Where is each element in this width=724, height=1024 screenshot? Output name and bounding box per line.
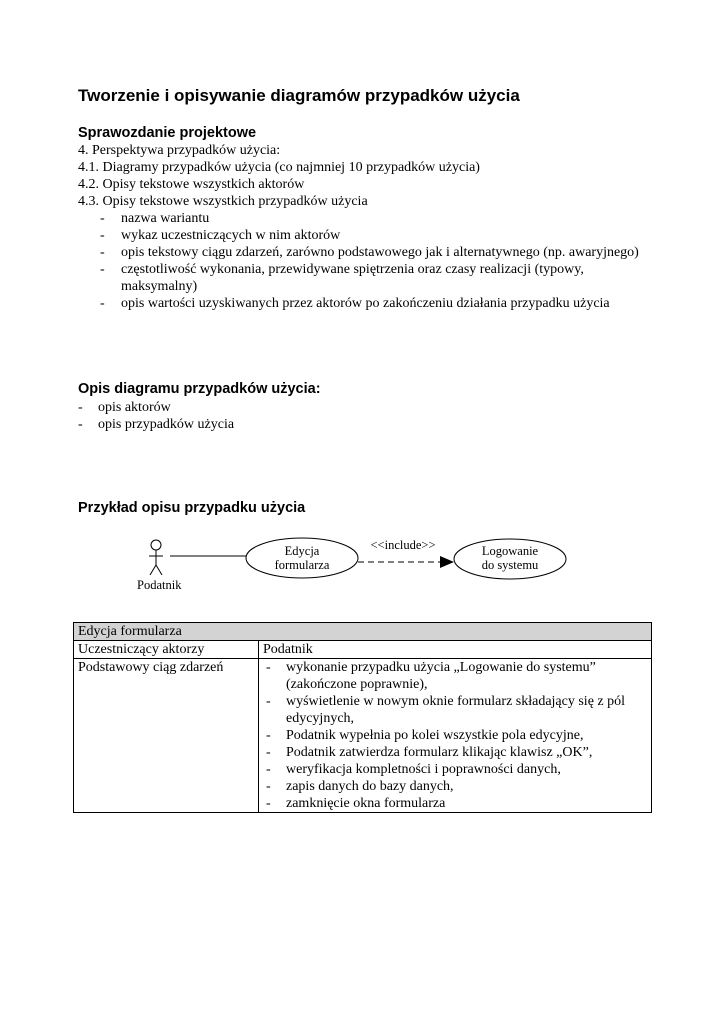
report-line: 4. Perspektywa przypadków użycia: [78,143,281,158]
list-item: - częstotliwość wykonania, przewidywane spiętrzenia oraz czasy realizacji (typowy, maksymalny) [100,262,584,294]
list-item: - nazwa wariantu [100,211,210,226]
list-item: - Podatnik zatwierdza formularz klikając klawisz „OK”, [266,745,593,760]
usecase-logowanie-label-2: do systemu [481,558,539,572]
steps-list [263,659,647,812]
example-heading: Przykład opisu przypadku użycia [78,500,306,516]
table-title-cell: Edycja formularza [74,623,652,641]
report-section [78,142,661,312]
diagram-desc-heading: Opis diagramu przypadków użycia: [78,381,321,397]
diagram-desc-section [78,399,234,433]
list-item: - zapis danych do bazy danych, [266,779,454,794]
list-item: - wykonanie przypadku użycia „Logowanie do systemu” (zakończone poprawnie), [266,660,596,692]
page-title: Tworzenie i opisywanie diagramów przypadków użycia [78,86,520,105]
usecase-logowanie-label-1: Logowanie [481,544,539,558]
list-item: - opis tekstowy ciągu zdarzeń, zarówno podstawowego jak i alternatywnego (np. awaryjnego) [100,245,639,260]
report-line: 4.2. Opisy tekstowe wszystkich aktorów [78,177,305,192]
use-case-diagram [130,535,600,595]
report-heading: Sprawozdanie projektowe [78,125,257,141]
list-item: - wyświetlenie w nowym oknie formularz składający się z pól edycyjnych, [266,694,626,726]
diagram-desc-list [78,399,234,433]
include-arrowhead [440,556,454,568]
list-item: - zamknięcie okna formularza [266,796,446,811]
actor-label: Podatnik [137,578,182,592]
actor-stick-figure [149,540,163,575]
list-item: - Podatnik wypełnia po kolei wszystkie pola edycyjne, [266,728,584,743]
list-item: - opis przypadków użycia [78,417,235,432]
report-line: 4.1. Diagramy przypadków użycia (co najmniej 10 przypadków użycia) [78,160,480,175]
table-row [74,659,652,813]
table-row [74,641,652,659]
table-cell-label: Podstawowy ciąg zdarzeń [74,659,259,813]
include-label: <<include>> [370,538,436,552]
list-item: - weryfikacja kompletności i poprawności danych, [266,762,561,777]
list-item: - opis wartości uzyskiwanych przez aktorów po zakończeniu działania przypadku użycia [100,296,610,311]
list-item: - wykaz uczestniczących w nim aktorów [100,228,341,243]
report-line: 4.3. Opisy tekstowe wszystkich przypadków użycia [78,194,368,209]
table-cell-steps [259,659,652,813]
usecase-edycja-label-1: Edycja [284,544,320,558]
list-item: - opis aktorów [78,400,171,415]
table-cell-value: Podatnik [259,641,652,659]
table-row [74,623,652,641]
report-sublist [78,210,661,312]
use-case-table [73,622,652,813]
table-cell-label: Uczestniczący aktorzy [74,641,259,659]
usecase-edycja-label-2: formularza [274,558,330,572]
